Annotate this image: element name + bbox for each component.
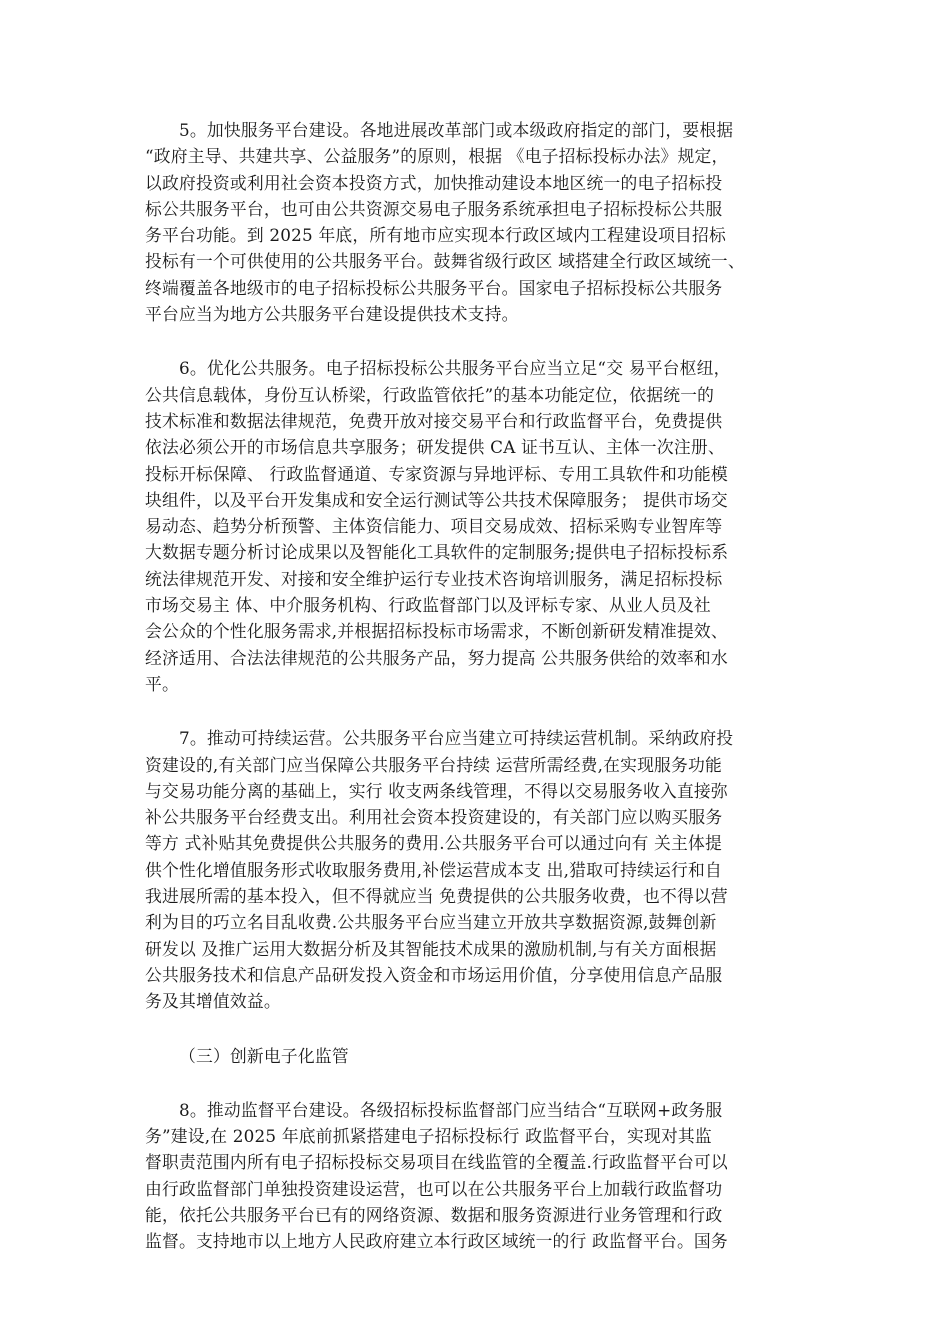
text-line: 平台应当为地方公共服务平台建设提供技术支持。 xyxy=(145,304,519,325)
text-line: 补公共服务平台经费支出。利用社会资本投资建设的，有关部门应以购买服务 xyxy=(145,807,723,828)
text-line: 公共服务技术和信息产品研发投入资金和市场运用价值，分享使用信息产品服 xyxy=(145,964,723,985)
text-line: 等方 式补贴其免费提供公共服务的费用.公共服务平台可以通过向有 关主体提 xyxy=(145,833,722,854)
text-line: 由行政监督部门单独投资建设运营，也可以在公共服务平台上加载行政监督功 xyxy=(145,1178,723,1199)
text-line: 我进展所需的基本投入，但不得就应当 免费提供的公共服务收费，也不得以营 xyxy=(145,886,728,907)
paragraph-8 xyxy=(145,1097,817,1255)
section-heading-text: （三）创新电子化监管 xyxy=(179,1045,349,1066)
text-line: 8。推动监督平台建设。各级招标投标监督部门应当结合“互联网+政务服 xyxy=(179,1099,723,1120)
text-line: 7。推动可持续运营。公共服务平台应当建立可持续运营机制。采纳政府投 xyxy=(179,728,734,749)
text-line: 终端覆盖各地级市的电子招标投标公共服务平台。国家电子招标投标公共服务 xyxy=(145,277,723,298)
document-page xyxy=(145,117,817,1283)
text-line: 技术标准和数据法律规范，免费开放对接交易平台和行政监督平台，免费提供 xyxy=(145,410,723,431)
text-line: 块组件，以及平台开发集成和安全运行测试等公共技术保障服务； 提供市场交 xyxy=(145,489,728,510)
paragraph-7 xyxy=(145,725,817,1014)
text-line: 务及其增值效益。 xyxy=(145,991,281,1012)
text-line: 公共信息载体，身份互认桥梁，行政监管依托”的基本功能定位，依据统一的 xyxy=(145,384,715,405)
text-line: 督职责范围内所有电子招标投标交易项目在线监管的全覆盖.行政监督平台可以 xyxy=(145,1152,728,1173)
text-line: 供个性化增值服务形式收取服务费用,补偿运营成本支 出,猎取可持续运行和自 xyxy=(145,859,722,880)
text-line: 经济适用、合法法律规范的公共服务产品，努力提高 公共服务供给的效率和水 xyxy=(145,647,728,668)
text-line: “政府主导、共建共享、公益服务”的原则，根据 《电子招标投标办法》规定， xyxy=(145,146,729,167)
text-line: 务平台功能。到 2025 年底，所有地市应实现本行政区域内工程建设项目招标 xyxy=(145,225,726,246)
text-line: 大数据专题分析讨论成果以及智能化工具软件的定制服务;提供电子招标投标系 xyxy=(145,542,729,563)
paragraph-5 xyxy=(145,117,817,327)
text-line: 利为目的巧立名目乱收费.公共服务平台应当建立开放共享数据资源,鼓舞创新 xyxy=(145,912,717,933)
text-line: 以政府投资或利用社会资本投资方式，加快推动建设本地区统一的电子招标投 xyxy=(145,172,723,193)
section-heading xyxy=(145,1043,817,1069)
text-line: 标公共服务平台，也可由公共资源交易电子服务系统承担电子招标投标公共服 xyxy=(145,198,723,219)
text-line: 5。加快服务平台建设。各地进展改革部门或本级政府指定的部门，要根据 xyxy=(179,120,734,140)
text-line: 依法必须公开的市场信息共享服务；研发提供 CA 证书互认、主体一次注册、 xyxy=(145,437,725,458)
text-line: 研发以 及推广运用大数据分析及其智能技术成果的激励机制,与有关方面根据 xyxy=(145,938,717,959)
text-line: 能，依托公共服务平台已有的网络资源、数据和服务资源进行业务管理和行政 xyxy=(145,1204,723,1225)
text-line: 会公众的个性化服务需求,并根据招标投标市场需求，不断创新研发精准提效、 xyxy=(145,621,728,642)
text-line: 市场交易主 体、中介服务机构、行政监督部门以及评标专家、从业人员及社 xyxy=(145,595,711,616)
text-line: 资建设的,有关部门应当保障公共服务平台持续 运营所需经费,在实现服务功能 xyxy=(145,754,722,775)
paragraph-6 xyxy=(145,355,817,697)
text-line: 统法律规范开发、对接和安全维护运行专业技术咨询培训服务，满足招标投标 xyxy=(145,568,723,589)
text-line: 易动态、趋势分析预警、主体资信能力、项目交易成效、招标采购专业智库等 xyxy=(145,516,723,537)
text-line: 投标开标保障、 行政监督通道、专家资源与异地评标、专用工具软件和功能模 xyxy=(145,463,728,484)
text-line: 与交易功能分离的基础上，实行 收支两条线管理，不得以交易服务收入直接弥 xyxy=(145,780,728,801)
text-line: 监督。支持地市以上地方人民政府建立本行政区域统一的行 政监督平台。国务 xyxy=(145,1231,728,1252)
text-line: 6。优化公共服务。电子招标投标公共服务平台应当立足“交 易平台枢纽， xyxy=(179,358,731,379)
text-line: 投标有一个可供使用的公共服务平台。鼓舞省级行政区 域搭建全行政区域统一、 xyxy=(145,251,745,272)
text-line: 务”建设,在 2025 年底前抓紧搭建电子招标投标行 政监督平台，实现对其监 xyxy=(145,1126,712,1147)
text-line: 平。 xyxy=(145,673,179,694)
